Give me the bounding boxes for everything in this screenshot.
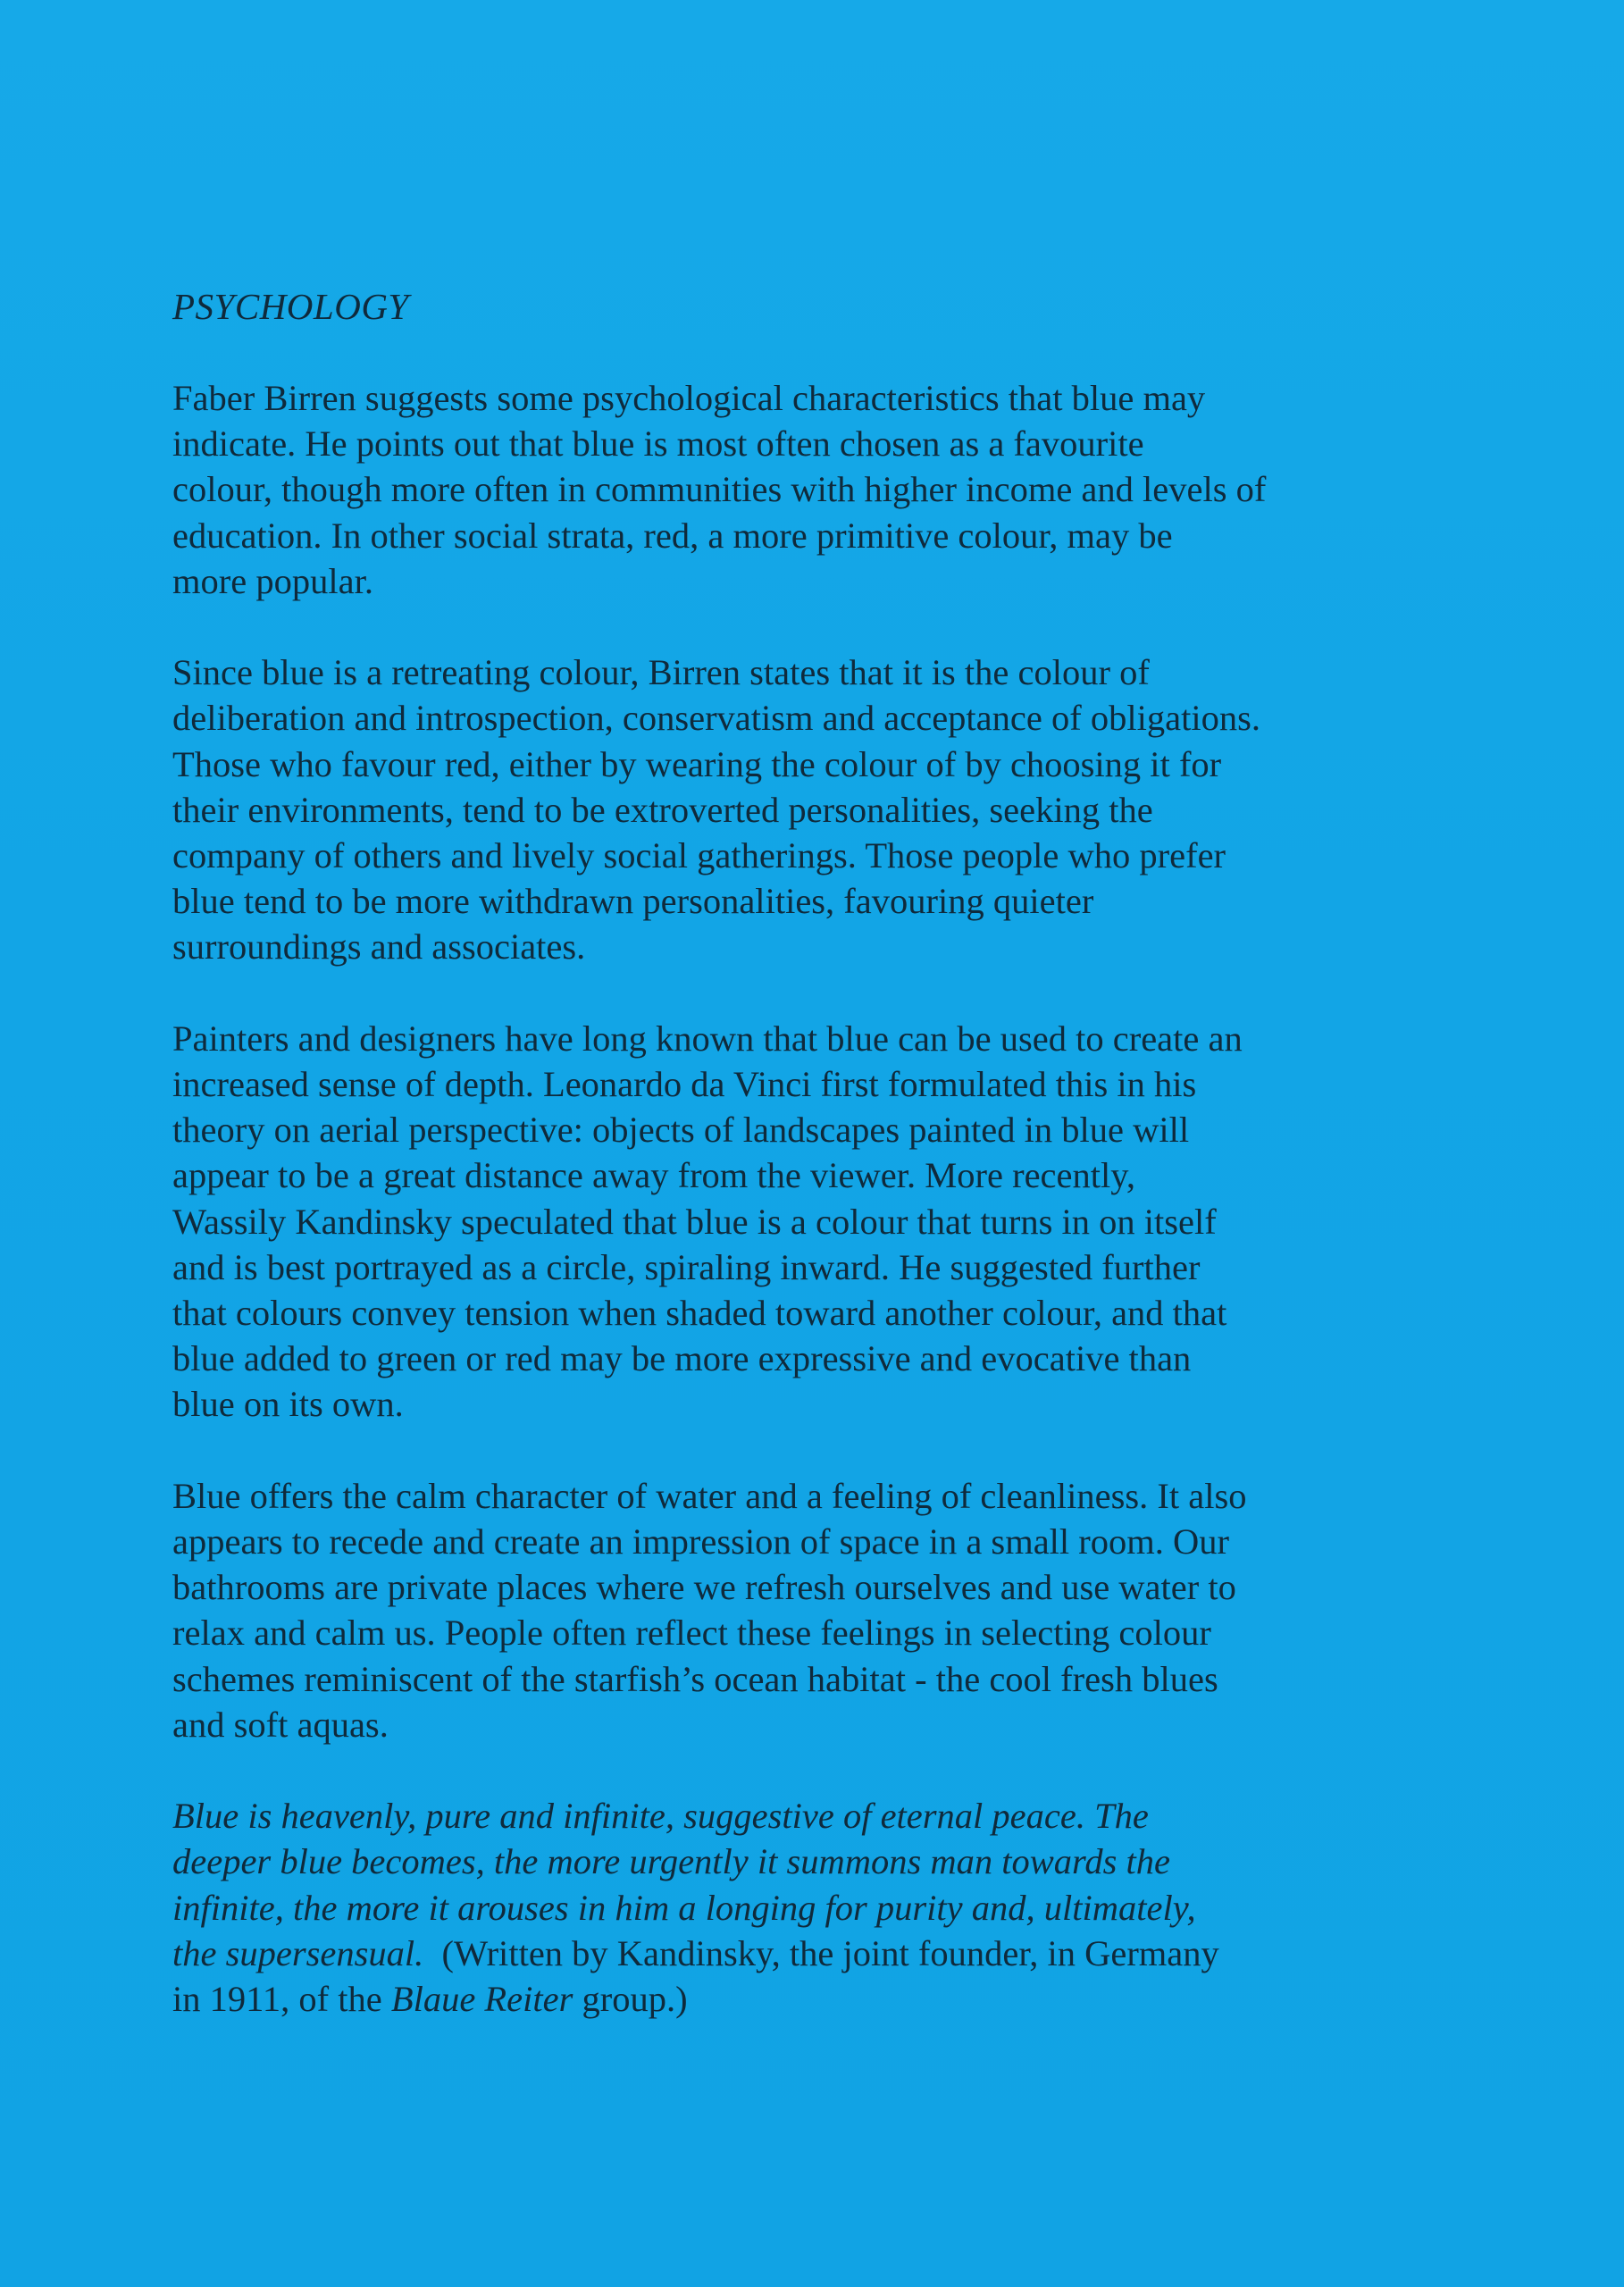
text-line: blue on its own. [172, 1384, 404, 1425]
text-line: Blue offers the calm character of water and a feeling of cleanliness. It also [172, 1475, 1247, 1516]
text-line: Painters and designers have long known that blue can be used to create an [172, 1018, 1243, 1059]
text-line: Since blue is a retreating colour, Birren states that it is the colour of [172, 652, 1150, 693]
text-line: relax and calm us. People often reflect these feelings in selecting colour [172, 1613, 1211, 1654]
text-line: surroundings and associates. [172, 926, 586, 968]
text-line: Faber Birren suggests some psychological characteristics that blue may [172, 378, 1206, 418]
paragraph-retreating-colour [172, 649, 1369, 969]
text-line: colour, though more often in communities with higher income and levels of [172, 469, 1267, 510]
text-line: increased sense of depth. Leonardo da Vinci first formulated this in his [172, 1064, 1197, 1105]
paragraph-calm-water [172, 1473, 1369, 1747]
text-line: indicate. He points out that blue is most often chosen as a favourite [172, 423, 1144, 465]
kandinsky-quote [172, 1793, 1369, 2022]
text-line: deliberation and introspection, conservatism and acceptance of obligations. [172, 698, 1260, 739]
text-line: that colours convey tension when shaded toward another colour, and that [172, 1293, 1227, 1334]
text-line: schemes reminiscent of the starfish’s ocean habitat - the cool fresh blues [172, 1658, 1218, 1699]
text-line: their environments, tend to be extroverted personalities, seeking the [172, 789, 1153, 830]
document-body [172, 284, 1369, 2067]
text-line: bathrooms are private places where we refresh ourselves and use water to [172, 1567, 1236, 1608]
text-line: company of others and lively social gatherings. Those people who prefer [172, 835, 1226, 876]
quote-attribution-line [172, 1931, 1369, 1976]
attribution-text: (Written by Kandinsky, the joint founder, in Germany [423, 1932, 1219, 1973]
group-name: Blaue Reiter [390, 1979, 573, 2020]
attribution-text: in 1911, of the [172, 1979, 391, 2020]
text-line: Those who favour red, either by wearing the colour of by choosing it for [172, 743, 1222, 784]
text-line: and soft aquas. [172, 1704, 389, 1745]
quote-attribution-line [172, 1976, 1369, 2022]
quote-line: deeper blue becomes, the more urgently it summons man towards the [172, 1841, 1170, 1882]
text-line: theory on aerial perspective: objects of landscapes painted in blue will [172, 1110, 1190, 1151]
text-line: appear to be a great distance away from the viewer. More recently, [172, 1155, 1135, 1196]
text-line: education. In other social strata, red, a more primitive colour, may be [172, 515, 1173, 556]
text-line: and is best portrayed as a circle, spiraling inward. He suggested further [172, 1246, 1201, 1287]
text-line: blue tend to be more withdrawn personalities, favouring quieter [172, 881, 1094, 922]
attribution-text: group.) [573, 1979, 688, 2020]
quote-fragment: the supersensual. [172, 1932, 424, 1973]
text-line: blue added to green or red may be more expressive and evocative than [172, 1338, 1192, 1379]
paragraph-birren-characteristics [172, 375, 1369, 604]
text-line: more popular. [172, 560, 373, 601]
quote-line: Blue is heavenly, pure and infinite, suggestive of eternal peace. The [172, 1796, 1149, 1837]
text-line: appears to recede and create an impression of space in a small room. Our [172, 1521, 1230, 1562]
quote-line: infinite, the more it arouses in him a longing for purity and, ultimately, [172, 1887, 1196, 1928]
paragraph-painters-designers [172, 1016, 1369, 1428]
text-line: Wassily Kandinsky speculated that blue is a colour that turns in on itself [172, 1201, 1217, 1242]
section-heading: PSYCHOLOGY [172, 286, 409, 327]
